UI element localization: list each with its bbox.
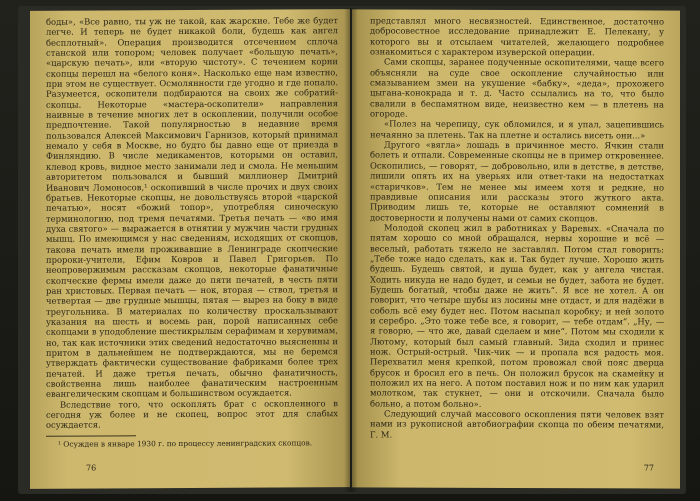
book-gutter [344,8,358,492]
footnote-rule [46,435,136,436]
left-page-text [46,15,338,430]
right-paragraph-1: представлял много несвязностей. Единственное, достаточно добросовестное исследование принадлежит Е. Пелекану, у которого вы и отсылаем читателей, желающего подробнее ознакомиться с характером изуверской операции. [370,15,664,58]
footnote: ¹ Осужден в январе 1930 г. по процессу ленинградских скопцов. [58,438,313,449]
right-paragraph-3: «Полез на черепицу, сук обломился, и я упал, зацепившись нечаянно за плетень. Так на плетне и остались висеть они...» [370,118,664,141]
right-paragraph-6: Следующий случай массового оскопления пяти человек взят нами из рукописной автобиографии скопца по обеим печатями, Г. М. [370,408,664,440]
left-page [30,9,350,489]
page-number-right: 77 [643,463,654,473]
right-page-text [370,15,664,440]
left-paragraph-2: Вследствие того, что оскоплять брат с оскопленного в сегодня уж более и не скопец, вопрос этот для слабых осуждается. [46,397,338,431]
right-paragraph-2: Сами скопцы, заранее подученные оскопителями, чаще всего объясняли на суде свое оскопление случайностью или смазыванием змеи на укушение «бабку», «деда», прохожего цыгана-конокрада и т. д. Часто ссылались на то, что было свалили в беспамятном виде, неизвестно кем — в плетень на огороде. [370,56,664,119]
right-paragraph-5: Молодой скопец жил в работниках у Варевых. «Сначала по пятам хорошо со мной обращался, нервы хорошие и всё — веселый, работать тяжело не заставлял. Потом стал говорить: „Тебе тоже надо сделать, как и. Так будет лучше. Хорошо жить будешь. Будешь святой, и душа будет, как у ангела чистая. Ходить никуда не надо будет, и семьи не будет, забота не будет. Будешь богатый, чтобы даже не жить“. Я все не хотел. А он говорит, что четыре шубы из лосины мне отдаст, и для надёжи в соболь всё ему будет нес. Потом насыпал коробку; и ней золото и серебро. „Это тоже тебе все, я говорит, — тебе отдам“. „Ну, — я говорю, — что же, давай сделаем и мне“. Потом мы сходили к Лютому, который был самый главный. Зида сходил и принес нож. Острый-острый. Чик-чик — и пропала вся радость моя. Перехватил меня крепкой, потом провожал свой пояс дверца брусок и бросил его в печь. Он положил брусок на скамейку и положил их на него. А потом поставил нож и по ним как ударил молотком, так стукнет, — они и отскочили. Сначала было больно, а потом больно». [370,222,664,409]
left-paragraph-1: боды», «Все равно, ты уж не такой, как жарские. Тебе же будет легче. И теперь не будет никакой боли, будешь как ангел бесплотный». Операция производится отсечением сплоча станской или топором; человек получает «большую печать», «царскую печать», или «вторую чистоту». С течением корни скопцы перешл на «белого коня». Насколько еще нам известно, при этом не существует. Осмолянности где угодно и где попало. Разумеется, оскопители подбираются на своих же собратий-скопцы. Некоторые «мастера-оскопители» направления наивные в течение многих лет в оскоплении, получили особое предпочтение. Такой популярностью в недавние время пользовался Алексей Максимович Гарнизов, который принимал немало у себя в Москве, но будто бы давно еще от приезда в Финляндию. В числе медикаментов, которыми он оставил, клевод кровь, видное место занимали лед и смола. Не меньшим авторитетом пользовался и бывший миллионер Дмитрий Иванович Ломоносов,¹ оскопивший в числе прочих и двух своих братьев. Некоторые скопцы, не довольствуясь второй «царской печатью», носят «божий топор», употребляя синоческую терминологию, под тремя печатями. Третья печать — «во имя духа святого» — выражается в отнятии у мужчин части грудных мышц. По имеющимся у нас сведениям, исходящих от скопцов, такова печать имели проживавшие в Ленинграде скопческие пророки-учители, Ефим Ковров и Павел Григорьев. По неопровержимым рассказам скопцов, некоторые фанатичные скопческие фермы имели даже до пяти печатей, в честь пяти ран христовых. Первая печать — нок, вторая — ствол, третья и четвертая — две грудные мышцы, пятая — вырез на боку в виде треугольника. В материалах по количеству проскальзывают указания на шесть и восемь ран, порой написанных себе скопцами в уподобление шестикрылым серафимам и херувимам, но, так как источники этих сведений недостаточно выясненны и притом в дальнейшем не подтверждаются, мы не беремся утверждать фактически существование фабриками более трех печатей. И даже третья печать, обычно фанатичность, свойственна лишь наиболее фанатическим настроенным евангелическим скопцам и большинством осуждается. [46,15,338,400]
right-paragraph-4: Другого «вягла» лошадь в причинное место. Ячкин стали болеть и отпали. Современные скопцы не в пример откровеннее. Оскопились, — говорят, — добровольно, или в детстве, в детстве, лишили опять их на уверьях или ответ-таки на недостатках «старичков». Тем не менее мы имеем хотя и редкие, но правдивые описания или рассказы этого жуткого акта. Приводим лишь те, которые не оставляют сомнений в достоверности и получены нами от самих скопцов. [370,139,664,223]
right-page [352,9,680,488]
page-number-left: 76 [86,463,97,473]
